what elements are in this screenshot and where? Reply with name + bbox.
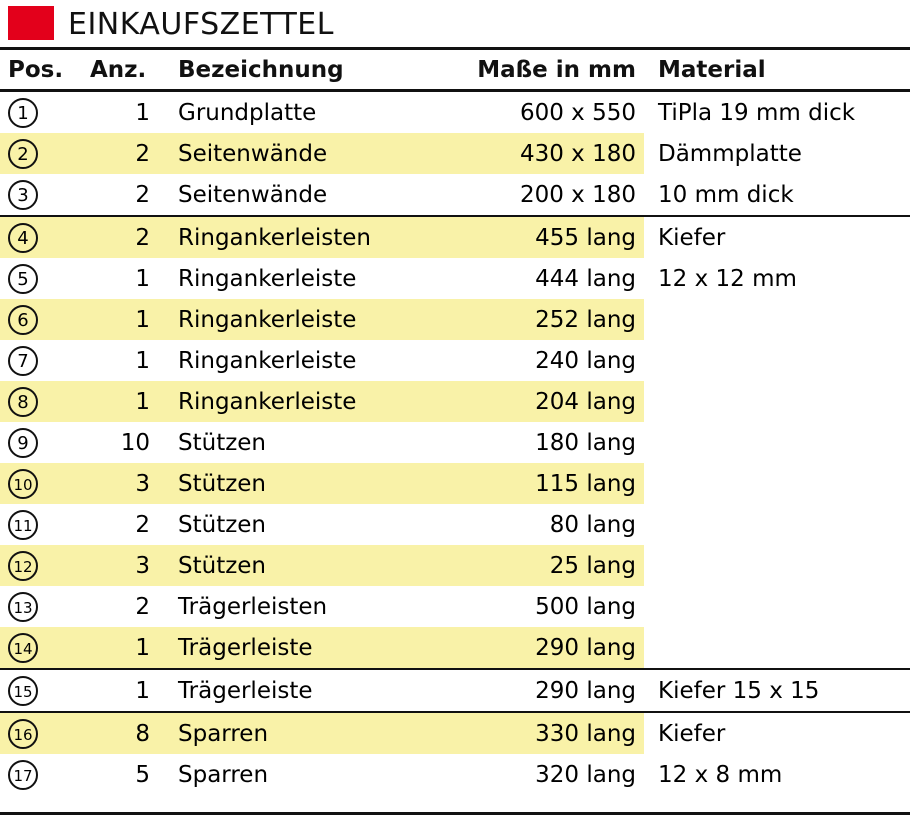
cell-position <box>0 174 78 216</box>
cell-material <box>644 422 910 463</box>
position-number-badge: 6 <box>8 305 38 335</box>
cell-description: Ringankerleiste <box>168 381 451 422</box>
cell-quantity: 2 <box>78 174 168 216</box>
cell-position <box>0 133 78 174</box>
cell-dimensions: 204 lang <box>451 381 644 422</box>
table-row <box>0 586 910 627</box>
cell-quantity: 1 <box>78 669 168 712</box>
table-row <box>0 422 910 463</box>
cell-material <box>644 299 910 340</box>
table-row <box>0 504 910 545</box>
position-number-badge: 2 <box>8 139 38 169</box>
cell-description: Stützen <box>168 463 451 504</box>
cell-dimensions: 252 lang <box>451 299 644 340</box>
cell-position <box>0 545 78 586</box>
cell-quantity: 3 <box>78 463 168 504</box>
cell-position <box>0 463 78 504</box>
cell-dimensions: 600 x 550 <box>519 99 636 126</box>
table-row <box>0 669 910 712</box>
cell-description: Trägerleiste <box>168 669 451 712</box>
page-title: EINKAUFSZETTEL <box>68 7 334 42</box>
cell-description: Ringankerleisten <box>168 216 451 258</box>
cell-position <box>0 586 78 627</box>
cell-dimensions: 330 lang <box>451 712 644 754</box>
red-accent-block <box>8 6 54 40</box>
table-header-row <box>0 50 910 91</box>
document-title-bar <box>0 0 910 50</box>
cell-description: Ringankerleiste <box>168 299 451 340</box>
position-number-badge: 10 <box>8 469 38 499</box>
cell-position <box>0 299 78 340</box>
cell-dimensions: 455 lang <box>451 216 644 258</box>
cell-dimensions: 320 lang <box>535 761 636 788</box>
cell-dimensions: 430 x 180 <box>451 133 644 174</box>
cell-quantity: 8 <box>78 712 168 754</box>
table-row <box>0 216 910 258</box>
cell-quantity: 2 <box>78 133 168 174</box>
position-number-badge: 14 <box>8 633 38 663</box>
table-row <box>0 463 910 504</box>
position-number-badge: 8 <box>8 387 38 417</box>
cell-quantity: 1 <box>135 265 150 292</box>
table-row <box>0 299 910 340</box>
cell-dimensions: 290 lang <box>451 669 644 712</box>
cell-quantity: 1 <box>78 381 168 422</box>
column-header-anzahl: Anz. <box>78 50 168 91</box>
bottom-rule <box>0 812 910 815</box>
table-body <box>0 91 910 796</box>
cell-description: Stützen <box>178 429 267 456</box>
cell-description: Stützen <box>178 511 267 538</box>
table-row <box>0 258 910 299</box>
position-number-badge: 4 <box>8 223 38 253</box>
column-header-pos: Pos. <box>0 50 78 91</box>
table-row <box>0 381 910 422</box>
position-number-badge: 13 <box>8 592 38 622</box>
cell-position <box>0 712 78 754</box>
cell-material: 12 x 8 mm <box>658 761 783 788</box>
position-number-badge: 16 <box>8 719 38 749</box>
cell-quantity: 1 <box>78 299 168 340</box>
table-row <box>0 712 910 754</box>
cell-description: Sparren <box>178 761 269 788</box>
cell-position <box>0 627 78 669</box>
table-row <box>0 340 910 381</box>
cell-material <box>644 627 910 669</box>
cell-dimensions: 500 lang <box>535 593 636 620</box>
cell-material: TiPla 19 mm dick <box>658 99 856 126</box>
cell-material <box>644 340 910 381</box>
position-number-badge: 17 <box>8 760 38 790</box>
position-number-badge: 11 <box>8 510 38 540</box>
cell-description: Ringankerleiste <box>178 347 357 374</box>
cell-position <box>0 669 78 712</box>
cell-dimensions: 290 lang <box>451 627 644 669</box>
cell-description: Seitenwände <box>168 133 451 174</box>
column-header-material: Material <box>644 50 910 91</box>
cell-dimensions: 180 lang <box>535 429 636 456</box>
cell-material <box>644 586 910 627</box>
cell-quantity: 10 <box>120 429 150 456</box>
table-row <box>0 133 910 174</box>
table-row <box>0 754 910 795</box>
cell-quantity: 5 <box>135 761 150 788</box>
cell-description: Stützen <box>168 545 451 586</box>
cell-position <box>0 258 78 299</box>
table-row <box>0 91 910 134</box>
cell-dimensions: 240 lang <box>535 347 636 374</box>
position-number-badge: 7 <box>8 346 38 376</box>
cell-material <box>644 504 910 545</box>
cell-position <box>0 91 78 134</box>
cell-dimensions: 444 lang <box>535 265 636 292</box>
cell-position <box>0 504 78 545</box>
cell-description: Seitenwände <box>168 174 451 216</box>
position-number-badge: 3 <box>8 180 38 210</box>
position-number-badge: 1 <box>8 98 38 128</box>
cell-quantity: 1 <box>78 627 168 669</box>
cell-material: Kiefer <box>658 720 726 747</box>
table-row <box>0 545 910 586</box>
cell-material: Kiefer <box>658 224 726 251</box>
cell-material <box>644 381 910 422</box>
cell-description: Grundplatte <box>178 99 317 126</box>
position-number-badge: 12 <box>8 551 38 581</box>
table-row <box>0 174 910 216</box>
cell-position <box>0 381 78 422</box>
position-number-badge: 5 <box>8 264 38 294</box>
position-number-badge: 15 <box>8 676 38 706</box>
cell-material: Dämmplatte <box>658 140 802 167</box>
cell-material <box>644 463 910 504</box>
cell-quantity: 2 <box>135 593 150 620</box>
cell-quantity: 1 <box>135 99 150 126</box>
cell-description: Sparren <box>168 712 451 754</box>
cell-quantity: 2 <box>78 216 168 258</box>
column-header-bezeichnung: Bezeichnung <box>168 50 451 91</box>
cell-position <box>0 754 78 795</box>
cell-position <box>0 422 78 463</box>
parts-table <box>0 50 910 795</box>
cell-description: Trägerleiste <box>168 627 451 669</box>
position-number-badge: 9 <box>8 428 38 458</box>
cell-dimensions: 80 lang <box>549 511 636 538</box>
cell-material: 10 mm dick <box>644 174 910 216</box>
cell-description: Trägerleisten <box>178 593 328 620</box>
cell-position <box>0 216 78 258</box>
cell-material: Kiefer 15 x 15 <box>644 669 910 712</box>
cell-dimensions: 200 x 180 <box>451 174 644 216</box>
cell-position <box>0 340 78 381</box>
cell-dimensions: 25 lang <box>451 545 644 586</box>
cell-quantity: 1 <box>135 347 150 374</box>
cell-material: 12 x 12 mm <box>658 265 797 292</box>
cell-description: Ringankerleiste <box>178 265 357 292</box>
cell-quantity: 2 <box>135 511 150 538</box>
cell-quantity: 3 <box>78 545 168 586</box>
column-header-masse: Maße in mm <box>451 50 644 91</box>
table-row <box>0 627 910 669</box>
cell-dimensions: 115 lang <box>451 463 644 504</box>
table-header <box>0 50 910 91</box>
cell-material <box>644 545 910 586</box>
